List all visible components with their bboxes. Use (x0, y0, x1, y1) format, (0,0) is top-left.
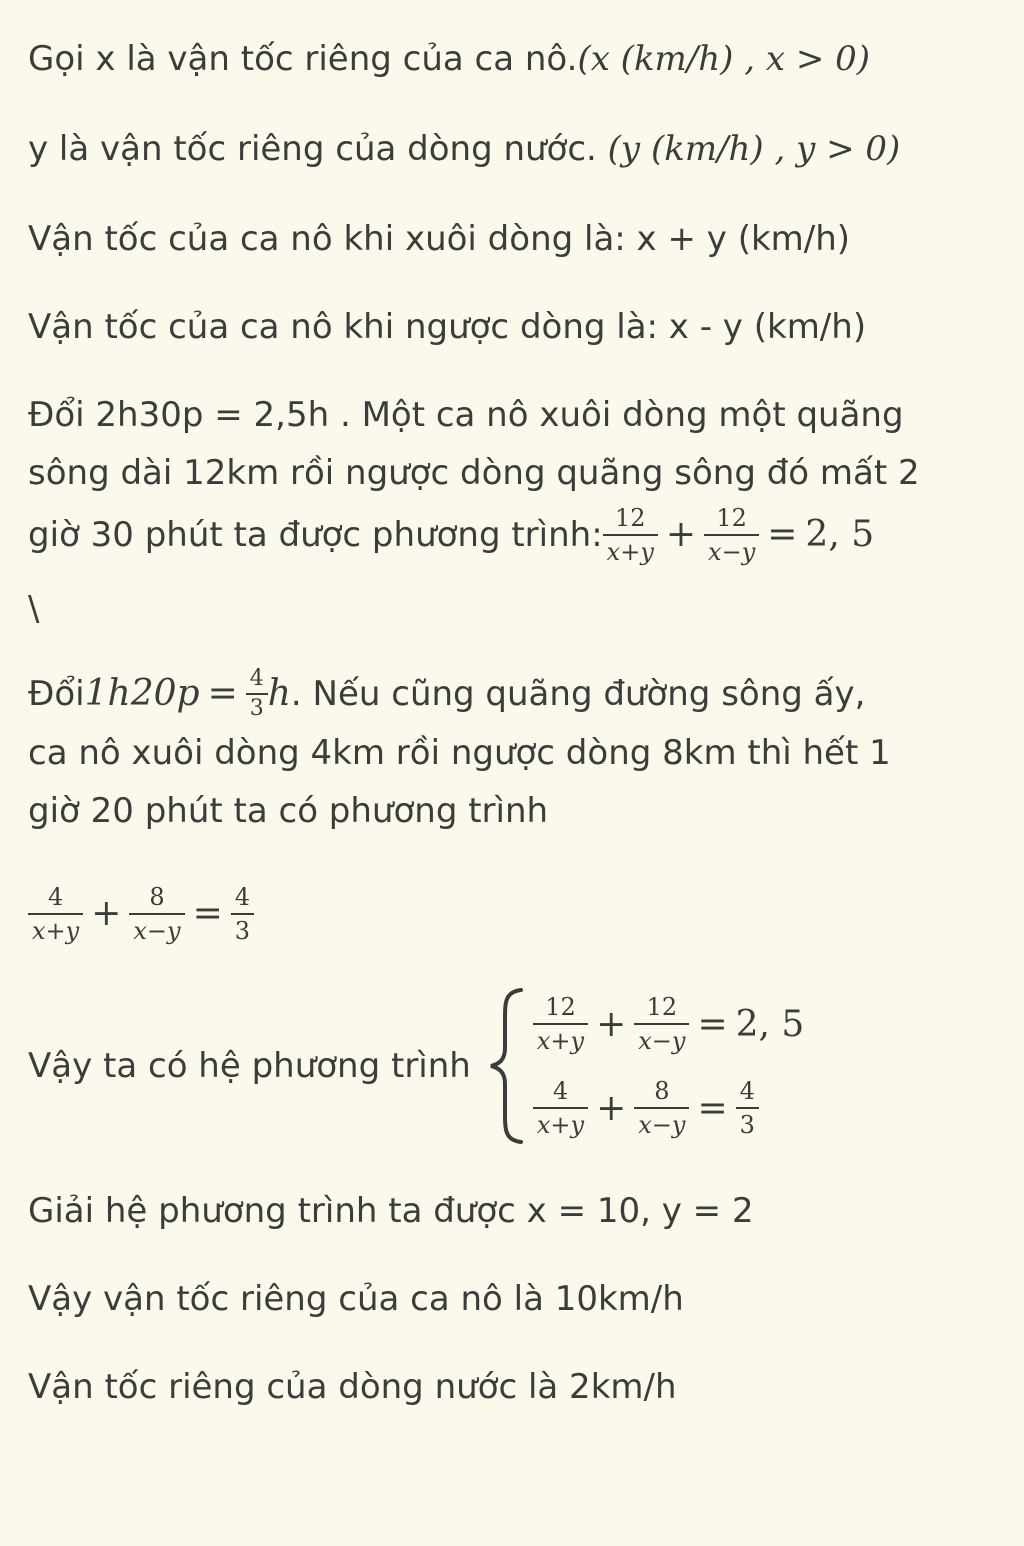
fraction-12-over-x-plus-y: $\frac{12}{x+y}$ (603, 504, 658, 566)
plus-operator: + (596, 1087, 627, 1129)
plus-operator: + (596, 1003, 627, 1045)
fraction-4-over-x-plus-y: $\frac{4}{x+y}$ (28, 883, 83, 945)
line-define-x-text: Gọi x là vận tốc riêng của ca nô. (28, 39, 578, 79)
line-define-x-math: (x (km/h) , x > 0) (577, 39, 871, 79)
line-conclusion-water: Vận tốc riêng của dòng nước là 2km/h (28, 1367, 677, 1407)
line-define-y-text: y là vận tốc riêng của dòng nước. (28, 129, 608, 169)
system-rows (533, 984, 804, 1148)
fraction-12-over-x-minus-y: $\frac{12}{x-y}$ (704, 504, 759, 566)
para-first-equation (28, 386, 920, 568)
para-first-equation-line1: Đổi 2h30p = 2,5h . Một ca nô xuôi dòng một quãng (28, 395, 904, 435)
line-define-y-math: (y (km/h) , y > 0) (607, 129, 901, 169)
line-upstream-speed: Vận tốc của ca nô khi ngược dòng là: x - y (km/h) (28, 307, 867, 347)
para-first-equation-line2: sông dài 12km rồi ngược dòng quãng sông đó mất 2 (28, 453, 920, 493)
para-second-equation-line2: ca nô xuôi dòng 4km rồi ngược dòng 8km thì hết 1 (28, 733, 891, 773)
fraction-12-over-x-minus-y: $\frac{12}{x-y}$ (634, 993, 689, 1055)
equation-rhs: 2, 5 (735, 1003, 805, 1045)
para-first-equation-line3 (28, 502, 920, 568)
line-solution: Giải hệ phương trình ta được x = 10, y = 2 (28, 1191, 754, 1231)
equals-operator: = (207, 673, 238, 714)
stray-backslash: \ (28, 589, 40, 629)
system-label: Vậy ta có hệ phương trình (28, 1046, 471, 1086)
system-row-1 (533, 984, 804, 1064)
hour-unit: h (267, 673, 291, 714)
system-row-2 (533, 1068, 804, 1148)
fraction-8-over-x-minus-y: $\frac{8}{x-y}$ (129, 883, 184, 945)
time-math-expression: 1h20p (84, 673, 200, 714)
para-second-equation-prefix: Đổi (28, 674, 85, 714)
fraction-4-over-3: $\frac{4}{3}$ (246, 667, 268, 721)
left-brace-icon (485, 986, 527, 1146)
equation-system (28, 984, 804, 1148)
standalone-equation (28, 878, 254, 950)
line-define-x (28, 30, 870, 88)
fraction-4-over-x-plus-y: $\frac{4}{x+y}$ (533, 1077, 588, 1139)
fraction-8-over-x-minus-y: $\frac{8}{x-y}$ (634, 1077, 689, 1139)
para-second-equation-line3: giờ 20 phút ta có phương trình (28, 791, 549, 831)
line-conclusion-boat: Vậy vận tốc riêng của ca nô là 10km/h (28, 1279, 684, 1319)
equals-operator: = (767, 514, 798, 555)
equals-operator: = (192, 893, 223, 934)
para-first-equation-line3-text: giờ 30 phút ta được phương trình: (28, 515, 603, 555)
para-second-equation (28, 664, 891, 840)
line-define-y (28, 120, 900, 178)
fraction-4-over-3: $\frac{4}{3}$ (231, 883, 254, 945)
equals-operator: = (697, 1087, 728, 1129)
para-second-equation-rest: . Nếu cũng quãng đường sông ấy, (290, 674, 866, 714)
line-downstream-speed: Vận tốc của ca nô khi xuôi dòng là: x + y (km/h) (28, 219, 851, 259)
fraction-12-over-x-plus-y: $\frac{12}{x+y}$ (533, 993, 588, 1055)
para-second-equation-line1 (28, 664, 891, 724)
plus-operator: + (91, 893, 122, 934)
equals-operator: = (697, 1003, 728, 1045)
equation-rhs: 2, 5 (805, 514, 875, 555)
fraction-4-over-3: $\frac{4}{3}$ (736, 1077, 759, 1139)
plus-operator: + (665, 514, 697, 555)
